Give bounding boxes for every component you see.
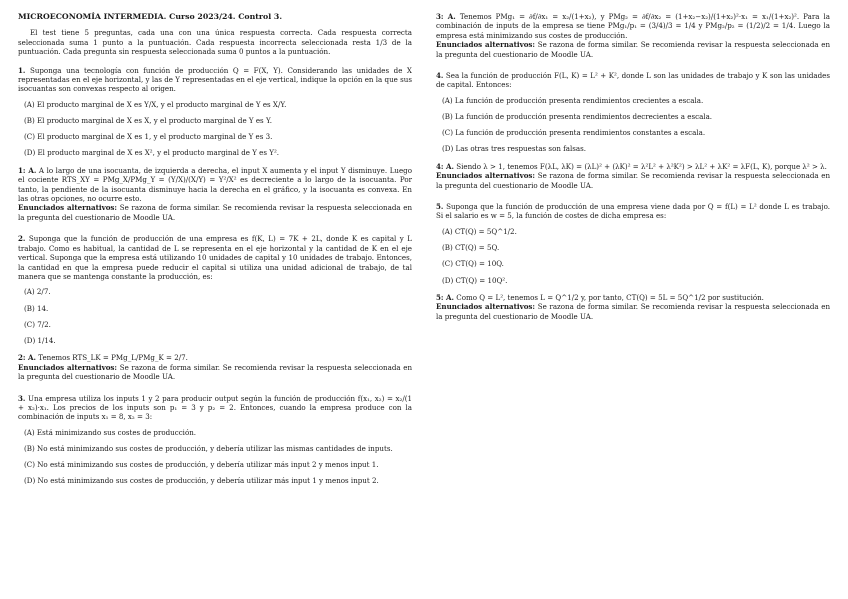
question-text: Suponga una tecnología con función de producción Q = F(X, Y). Considerando las unidades de X representadas en el eje horizontal, y las de Y representadas en el eje vertical, indique la opción en la que sus isocuantas son convexas respecto al origen. (18, 65, 412, 94)
question-text: Una empresa utiliza los inputs 1 y 2 para producir output según la función de producción f(x₁, x₂) = x₂/(1 + x₂)·x₁. Los precios de los inputs son p₁ = 3 y p₂ = 2. Entonces, cuando la empresa produce con la combinación de inputs x₁ = 8, x₂ = 3: (18, 393, 412, 422)
question-1 (18, 66, 412, 94)
alternatives-4 (436, 171, 830, 190)
answer-2 (18, 353, 412, 362)
alt-label: Enunciados alternativos: (18, 362, 118, 372)
option-3d: (D) No está minimizando sus costes de producción, y debería utilizar más input 1 y menos input 2. (24, 476, 379, 486)
alt-text: Se razona de forma similar. Se recomienda revisar la respuesta seleccionada en la pregunta del cuestionario de Moodle UA. (18, 203, 413, 222)
option-2d: (D) 1/14. (24, 335, 56, 345)
alt-text: Se razona de forma similar. Se recomienda revisar la respuesta seleccionada en la pregunta del cuestionario de Moodle UA. (436, 171, 831, 190)
option-1c: (C) El producto marginal de X es 1, y el producto marginal de Y es 3. (24, 132, 273, 142)
option-2a: (A) 2/7. (24, 287, 51, 297)
question-2 (18, 234, 412, 281)
alt-label: Enunciados alternativos: (436, 171, 536, 181)
left-column (18, 12, 412, 599)
alt-text: Se razona de forma similar. Se recomienda revisar la respuesta seleccionada en la pregunta del cuestionario de Moodle UA. (436, 302, 831, 321)
question-number: 1. (18, 65, 26, 75)
intro-paragraph: El test tiene 5 preguntas, cada una con una única respuesta correcta. Cada respuesta correcta seleccionada suma 1 punto a la puntuación. Cada respuesta incorrecta seleccionada resta 1/3 de la puntuación. Cada pregunta sin respuesta seleccionada suma 0 puntos a la puntuación. (18, 28, 412, 57)
alt-label: Enunciados alternativos: (18, 203, 118, 213)
option-4a: (A) La función de producción presenta rendimientos crecientes a escala. (442, 95, 704, 105)
answer-1 (18, 166, 412, 204)
answer-label: 5: A. (436, 292, 454, 302)
option-5c: (C) CT(Q) = 10Q. (442, 259, 504, 269)
question-4 (436, 71, 830, 90)
alt-text: Se razona de forma similar. Se recomienda revisar la respuesta seleccionada en la pregunta del cuestionario de Moodle UA. (18, 362, 413, 382)
option-2b: (B) 14. (24, 303, 49, 313)
option-1d: (D) El producto marginal de X es X², y el producto marginal de Y es Y². (24, 148, 280, 158)
option-2c: (C) 7/2. (24, 319, 51, 329)
answer-text: Como Q = L², tenemos L = Q^1/2 y, por tanto, CT(Q) = 5L = 5Q^1/2 por sustitución. (456, 292, 764, 302)
right-column (436, 12, 830, 599)
document-title: MICROECONOMÍA INTERMEDIA. Curso 2023/24. Control 3. (18, 12, 283, 21)
alternatives-5 (436, 302, 830, 321)
option-4b: (B) La función de producción presenta rendimientos decrecientes a escala. (442, 112, 713, 122)
question-number: 3. (18, 393, 26, 403)
question-number: 5. (436, 202, 444, 212)
alternatives-2 (18, 363, 412, 382)
question-number: 4. (436, 71, 444, 81)
alt-label: Enunciados alternativos: (436, 40, 536, 50)
option-3b: (B) No está minimizando sus costes de producción, y debería utilizar las mismas cantidades de inputs. (24, 443, 393, 453)
question-text: Suponga que la función de producción de una empresa es f(K, L) = 7K + 2L, donde K es capital y L trabajo. Como es habitual, la cantidad de L se representa en el eje horizontal y la cantidad de K en el eje vertical. Suponga que la empresa está utilizando 10 unidades de capital y 10 unidades de trabajo. Entonces, la cantidad en que la empresa puede reducir el capital si utiliza una unidad adicional de trabajo, de tal manera que se mantenga constante la producción, es: (18, 234, 412, 281)
answer-5 (436, 293, 830, 302)
question-text: Suponga que la función de producción de una empresa viene dada por Q = f(L) = L² donde L es trabajo. Si el salario es w = 5, la función de costes de dicha empresa es: (436, 202, 830, 221)
answer-label: 3: A. (436, 12, 456, 21)
option-5d: (D) CT(Q) = 10Q². (442, 275, 508, 285)
alternatives-3 (436, 40, 830, 59)
question-number: 2. (18, 234, 26, 244)
option-5a: (A) CT(Q) = 5Q^1/2. (442, 226, 517, 236)
option-1b: (B) El producto marginal de X es X, y el producto marginal de Y es Y. (24, 116, 272, 126)
alt-text: Se razona de forma similar. Se recomienda revisar la respuesta seleccionada en la pregunta del cuestionario de Moodle UA. (436, 40, 831, 59)
question-text: Sea la función de producción F(L, K) = L² + K², donde L son las unidades de trabajo y K son las unidades de capital. Entonces: (436, 71, 830, 90)
option-3a: (A) Está minimizando sus costes de producción. (24, 427, 197, 437)
option-1a: (A) El producto marginal de X es Y/X, y el producto marginal de Y es X/Y. (24, 99, 287, 109)
option-3c: (C) No está minimizando sus costes de producción, y debería utilizar más input 2 y menos input 1. (24, 460, 379, 470)
answer-label: 2: A. (18, 353, 36, 363)
alternatives-1 (18, 203, 412, 222)
answer-text: A lo largo de una isocuanta, de izquierda a derecha, el input X aumenta y el input Y disminuye. Luego el cociente RTS_XY = PMg_X/PMg_Y = (Y/X)/(X/Y) = Y²/X² es decreciente a lo largo de la isocuanta. Por tanto, la pendiente de la isocuanta disminuye hacia la derecha en el gráfico, y la isocuanta es convexa. En las otras opciones, no ocurre esto. (18, 165, 412, 204)
answer-3 (436, 12, 830, 40)
option-5b: (B) CT(Q) = 5Q. (442, 243, 500, 253)
question-3 (18, 394, 412, 422)
answer-label: 1: A. (18, 165, 37, 175)
answer-label: 4: A. (436, 161, 454, 171)
alt-label: Enunciados alternativos: (436, 302, 536, 312)
option-4d: (D) Las otras tres respuestas son falsas. (442, 144, 587, 154)
answer-text: Tenemos PMg₁ = ∂f/∂x₁ = x₂/(1+x₂), y PMg₂ = ∂f/∂x₂ = (1+x₂−x₂)/(1+x₂)²·x₁ = x₁/(1+x₂)². Para la combinación de inputs de la empresa se tiene PMg₁/p₁ = (3/4)/3 = 1/4 y PMg₂/p₂ = (1/2)/2 = 1/4. Luego la empresa está minimizando sus costes de producción. (436, 12, 830, 40)
question-5 (436, 202, 830, 221)
option-4c: (C) La función de producción presenta rendimientos constantes a escala. (442, 128, 706, 138)
answer-4 (436, 162, 830, 171)
answer-text: Tenemos RTS_LK = PMg_L/PMg_K = 2/7. (38, 353, 188, 363)
answer-text: Siendo λ > 1, tenemos F(λL, λK) = (λL)² + (λK)² = λ²L² + λ²K²) > λL² + λK² = λF(L, K), porque λ² > λ. (456, 161, 827, 171)
